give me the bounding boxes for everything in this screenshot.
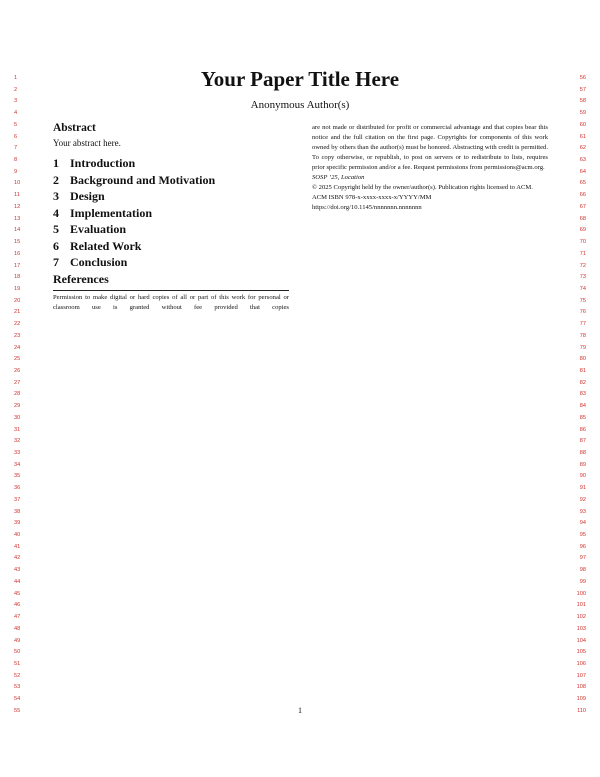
line-number-right: 102	[576, 614, 586, 621]
section-number: 6	[53, 238, 59, 253]
line-number-right: 92	[579, 496, 586, 503]
line-number-right: 74	[579, 285, 586, 292]
line-number-right: 91	[579, 485, 586, 492]
line-number-right: 75	[579, 297, 586, 304]
line-number-left: 4	[14, 110, 18, 117]
line-number-right: 72	[579, 262, 586, 269]
line-number-right: 98	[579, 567, 586, 574]
line-number-right: 83	[579, 391, 586, 398]
permission-notice-left: Permission to make digital or hard copies of all or part of this work for personal or classroom use is granted without fee provided that copies	[53, 294, 289, 311]
abstract-text: Your abstract here.	[53, 138, 121, 148]
section-heading-introduction	[53, 155, 289, 172]
left-column	[53, 121, 289, 312]
line-number-left: 2	[14, 86, 18, 93]
line-number-left: 53	[14, 684, 21, 691]
line-number-left: 35	[14, 473, 21, 480]
line-number-left: 8	[14, 157, 18, 164]
section-title: Introduction	[70, 156, 136, 170]
line-number-left: 32	[14, 438, 21, 445]
line-number-right: 73	[579, 274, 586, 281]
line-number-left: 46	[14, 602, 21, 609]
line-number-right: 76	[579, 309, 586, 316]
line-number-right: 104	[576, 637, 586, 644]
section-title: Background and Motivation	[70, 172, 216, 187]
line-number-right: 89	[579, 461, 586, 468]
line-number-left: 1	[14, 75, 18, 81]
line-number-right: 71	[579, 250, 586, 257]
line-number-left: 36	[14, 485, 21, 492]
author-line: Anonymous Author(s)	[250, 99, 350, 111]
line-number-right: 88	[579, 450, 586, 456]
section-heading-evaluation	[53, 221, 289, 238]
line-number-right: 103	[576, 625, 586, 632]
line-number-right: 65	[579, 180, 586, 187]
line-number-right: 93	[579, 508, 586, 515]
line-number-left: 47	[14, 614, 21, 621]
line-number-left: 11	[14, 192, 20, 199]
line-number-left: 29	[14, 403, 21, 410]
line-number-left: 30	[14, 414, 21, 421]
line-number-left: 28	[14, 391, 21, 398]
line-number-left: 16	[14, 250, 21, 257]
line-number-left: 12	[14, 203, 21, 210]
conference-info: SOSP ’25, Location	[312, 174, 365, 181]
line-number-left: 37	[14, 496, 21, 503]
line-number-right: 57	[579, 86, 586, 93]
line-number-left: 39	[14, 520, 21, 527]
line-number-right: 58	[579, 98, 586, 105]
section-title: Conclusion	[70, 255, 128, 269]
line-number-left: 3	[14, 98, 18, 105]
line-number-left: 23	[14, 332, 21, 339]
line-number-left: 44	[14, 578, 21, 585]
line-number-left: 5	[14, 121, 18, 128]
line-number-left: 50	[14, 649, 21, 656]
line-number-left: 40	[14, 532, 21, 539]
line-number-right: 85	[579, 414, 586, 421]
line-number-right: 77	[579, 321, 586, 328]
line-numbers-right	[562, 73, 586, 718]
line-number-left: 38	[14, 508, 21, 515]
line-number-left: 43	[14, 567, 21, 574]
line-number-right: 63	[579, 157, 586, 164]
line-number-left: 7	[14, 145, 18, 152]
section-heading-related-work	[53, 238, 289, 255]
section-number: 7	[53, 255, 59, 269]
section-title: Design	[70, 189, 105, 203]
line-number-right: 109	[576, 696, 586, 703]
line-number-left: 15	[14, 239, 21, 246]
line-number-right: 64	[579, 168, 586, 175]
line-number-right: 69	[579, 227, 586, 234]
line-number-right: 78	[579, 332, 586, 339]
line-number-left: 20	[14, 297, 21, 304]
line-number-right: 86	[579, 426, 586, 433]
line-number-left: 14	[14, 227, 21, 234]
line-number-right: 100	[576, 590, 586, 597]
line-number-left: 33	[14, 450, 21, 456]
line-number-right: 106	[576, 660, 586, 667]
line-number-left: 41	[14, 543, 21, 550]
line-numbers-left	[14, 73, 38, 718]
section-number: 2	[53, 172, 59, 187]
line-number-right: 60	[579, 121, 586, 128]
line-number-right: 105	[576, 649, 586, 656]
section-number: 4	[53, 205, 59, 220]
line-number-right: 97	[579, 555, 586, 562]
line-number-left: 27	[14, 379, 21, 386]
line-number-right: 110	[577, 707, 586, 714]
line-number-left: 13	[14, 215, 21, 222]
line-number-left: 49	[14, 637, 21, 644]
line-number-right: 107	[576, 672, 586, 679]
line-number-right: 61	[579, 133, 586, 140]
line-number-left: 34	[14, 461, 21, 468]
line-number-left: 24	[14, 344, 21, 351]
line-number-right: 56	[579, 75, 586, 81]
line-number-left: 52	[14, 672, 21, 679]
line-number-left: 9	[14, 168, 18, 175]
line-number-left: 21	[14, 309, 21, 316]
line-number-right: 66	[579, 192, 586, 199]
line-number-left: 26	[14, 367, 21, 374]
line-number-right: 79	[579, 344, 586, 351]
section-number: 3	[53, 189, 59, 203]
line-number-left: 22	[14, 321, 21, 328]
copyright-notice: © 2025 Copyright held by the owner/author(s). Publication rights licensed to ACM.	[312, 184, 533, 191]
line-number-right: 87	[579, 438, 586, 445]
section-heading-implementation	[53, 205, 289, 222]
line-number-right: 99	[579, 578, 586, 585]
paper-title: Your Paper Title Here	[200, 67, 400, 91]
line-number-left: 17	[14, 262, 21, 269]
line-number-left: 19	[14, 285, 21, 292]
line-number-right: 94	[579, 520, 586, 527]
line-number-right: 90	[579, 473, 586, 480]
line-number-right: 96	[579, 543, 586, 550]
line-number-right: 62	[579, 145, 586, 152]
doi-link[interactable]: https://doi.org/10.1145/nnnnnnn.nnnnnnn	[312, 204, 422, 211]
line-number-left: 55	[14, 707, 21, 714]
line-number-left: 48	[14, 625, 21, 632]
line-number-right: 80	[579, 356, 586, 363]
section-title: Implementation	[70, 205, 152, 220]
footnote-rule	[53, 290, 289, 291]
section-number: 5	[53, 222, 59, 236]
section-heading-design	[53, 188, 289, 205]
references-heading: References	[53, 271, 109, 286]
section-list	[53, 155, 289, 271]
line-number-right: 84	[579, 403, 586, 410]
line-number-left: 10	[14, 180, 21, 187]
line-number-left: 42	[14, 555, 21, 562]
line-number-left: 54	[14, 696, 21, 703]
page-number: 1	[298, 706, 302, 715]
line-number-right: 68	[579, 215, 586, 222]
line-number-right: 95	[579, 532, 586, 539]
line-number-left: 25	[14, 356, 21, 363]
line-number-right: 101	[576, 602, 586, 609]
line-number-left: 6	[14, 133, 18, 140]
abstract-heading: Abstract	[53, 122, 96, 134]
line-number-left: 31	[14, 426, 21, 433]
section-title: Evaluation	[70, 222, 127, 236]
line-number-left: 18	[14, 274, 21, 281]
line-number-right: 70	[579, 239, 586, 246]
section-title: Related Work	[70, 238, 142, 253]
section-number: 1	[53, 156, 59, 170]
line-number-left: 51	[14, 660, 21, 667]
section-heading-background	[53, 172, 289, 189]
permission-notice-right: are not made or distributed for profit or commercial advantage and that copies bear this notice and the full citation on the first page. Copyrights for components of this work owned by others than the author(s) must be honored. Abstracting with credit is permitted. To copy otherwise, or republish, to post on servers or to redistribute to lists, requires prior specific permission and/or a fee. Request permissions from permissions@acm.org.	[312, 124, 548, 171]
line-number-right: 67	[579, 203, 586, 210]
line-number-right: 82	[579, 379, 586, 386]
line-number-right: 108	[576, 684, 586, 691]
section-heading-conclusion	[53, 254, 289, 271]
line-number-right: 59	[579, 110, 586, 117]
line-number-right: 81	[579, 367, 586, 374]
line-number-left: 45	[14, 590, 21, 597]
isbn-line: ACM ISBN 978-x-xxxx-xxxx-x/YYYY/MM	[312, 194, 432, 201]
right-column	[312, 123, 548, 213]
